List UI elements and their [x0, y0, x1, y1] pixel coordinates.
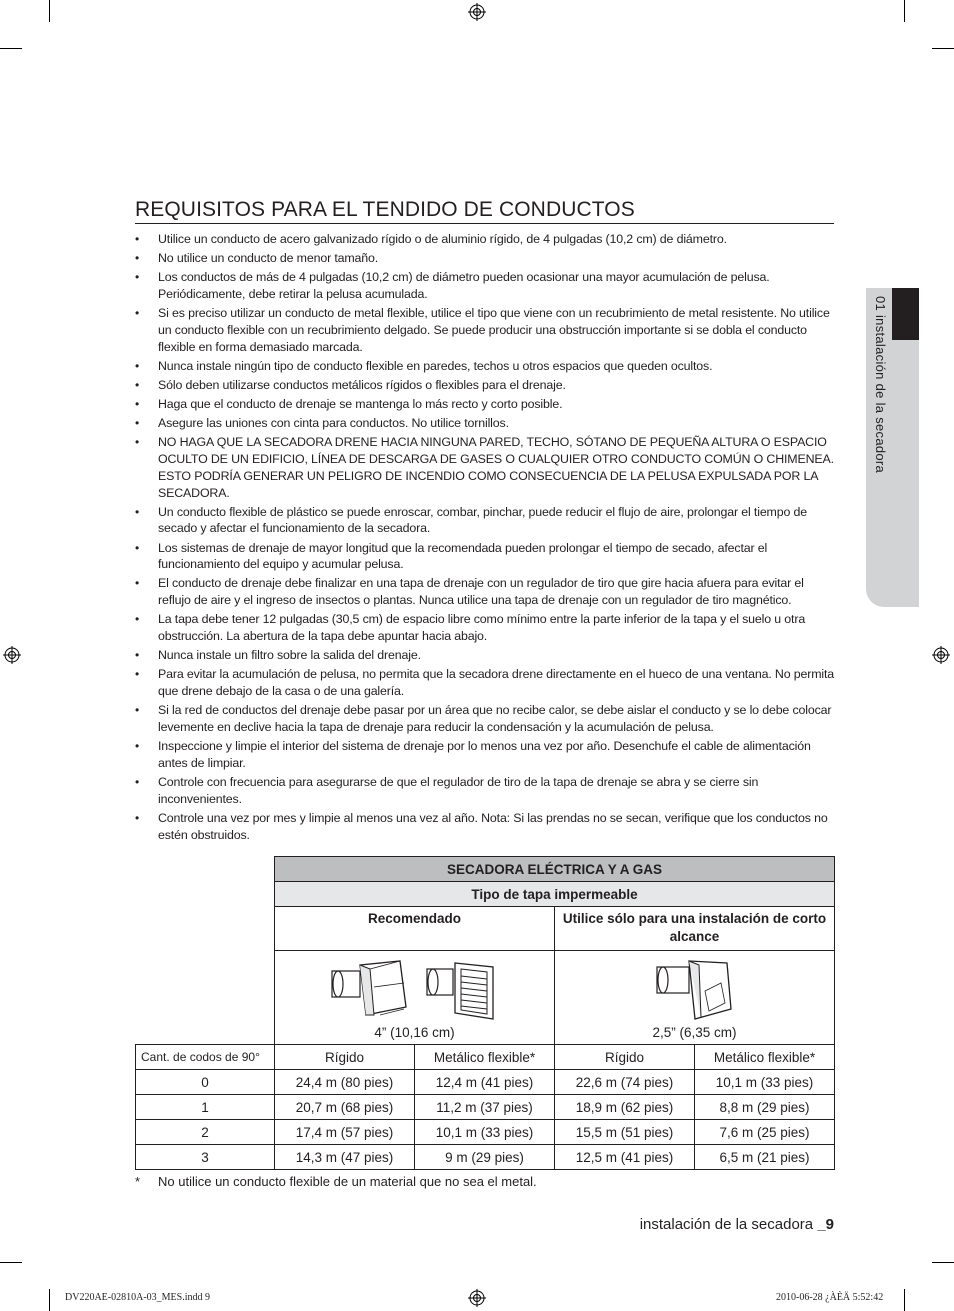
list-item: • Asegure las uniones con cinta para conductos. No utilice tornillos.	[135, 415, 835, 432]
list-item: • NO HAGA QUE LA SECADORA DRENE HACIA NINGUNA PARED, TECHO, SÓTANO DE PEQUEÑA ALTURA O ESPACIO OCULTO DE UN EDIFICIO, LÍNEA DE DESCARGA DE GASES O CUALQUIER OTRO CONDUCTO COMÚN O CHIMENEA. ESTO PODRÍA GENERAR UN PELIGRO DE INCENDIO COMO CONSECUENCIA DE LA PELUSA EXPULSADA POR LA SECADORA.	[135, 434, 835, 501]
subheader-flexible: Metálico flexible*	[695, 1045, 835, 1070]
table-row	[136, 1145, 835, 1170]
section-tab-marker	[892, 288, 919, 340]
table-header-short-run: Utilice sólo para una instalación de corto alcance	[555, 907, 835, 951]
footnote-text: No utilice un conducto flexible de un material que no sea el metal.	[158, 1174, 537, 1189]
list-item: • Un conducto flexible de plástico se puede enroscar, combar, pinchar, puede reducir el flujo de aire, prolongar el tiempo de secado y afectar el funcionamiento de la secadora.	[135, 504, 835, 538]
table-cell: 18,9 m (62 pies)	[555, 1095, 695, 1120]
crop-mark	[904, 1289, 905, 1311]
hood-illustration-cell	[275, 951, 555, 1045]
registration-mark-icon	[932, 646, 950, 664]
list-item: • Sólo deben utilizarse conductos metálicos rígidos o flexibles para el drenaje.	[135, 377, 835, 394]
table-cell: 11,2 m (37 pies)	[415, 1095, 555, 1120]
footnote-mark: *	[135, 1174, 141, 1189]
table-cell: 6,5 m (21 pies)	[695, 1145, 835, 1170]
page-number: _9	[817, 1216, 834, 1233]
louvered-hood-icon	[425, 957, 505, 1021]
crop-mark	[49, 1289, 50, 1311]
print-slug-file: DV220AE-02810A-03_MES.indd 9	[65, 1292, 210, 1303]
list-item: • Utilice un conducto de acero galvanizado rígido o de aluminio rígido, de 4 pulgadas (10,2 cm) de diámetro.	[135, 231, 835, 248]
print-slug-date: 2010-06-28 ¿ÀÈÄ 5:52:42	[776, 1292, 884, 1303]
table-row	[136, 1070, 835, 1095]
table-cell: 10,1 m (33 pies)	[695, 1070, 835, 1095]
crop-mark	[0, 48, 22, 49]
list-item: • Controle con frecuencia para asegurarse de que el regulador de tiro de la tapa de drenaje se abra y se cierre sin inconvenientes.	[135, 774, 835, 808]
table-cell: 3	[136, 1145, 275, 1170]
table-cell: 17,4 m (57 pies)	[275, 1120, 415, 1145]
crop-mark	[932, 48, 954, 49]
hood-size-recommended: 4” (10,16 cm)	[374, 1025, 455, 1040]
table-cell: 24,4 m (80 pies)	[275, 1070, 415, 1095]
elbow-count-header: Cant. de codos de 90°	[136, 1045, 275, 1070]
list-item: • Inspeccione y limpie el interior del sistema de drenaje por lo menos una vez por año. Desenchufe el cable de alimentación antes de limpiar.	[135, 738, 835, 772]
hood-illustration-cell	[555, 951, 835, 1045]
list-item: • No utilice un conducto de menor tamaño.	[135, 250, 835, 267]
registration-mark-icon	[468, 1289, 486, 1307]
list-item: • La tapa debe tener 12 pulgadas (30,5 cm) de espacio libre como mínimo entre la parte inferior de la tapa y el suelo u otra obstrucción. La abertura de la tapa debe apuntar hacia abajo.	[135, 611, 835, 645]
list-item: • Nunca instale un filtro sobre la salida del drenaje.	[135, 647, 835, 664]
list-item: • Haga que el conducto de drenaje se mantenga lo más recto y corto posible.	[135, 396, 835, 413]
table-blank-cell	[136, 907, 275, 951]
list-item: • Los conductos de más de 4 pulgadas (10,2 cm) de diámetro pueden ocasionar una mayor acumulación de pelusa. Periódicamente, debe retirar la pelusa acumulada.	[135, 269, 835, 303]
subheader-rigid: Rígido	[555, 1045, 695, 1070]
page-title: REQUISITOS PARA EL TENDIDO DE CONDUCTOS	[135, 198, 635, 221]
table-header-recommended: Recomendado	[275, 907, 555, 951]
list-item: • Controle una vez por mes y limpie al menos una vez al año. Nota: Si las prendas no se secan, verifique que los conductos no estén obstruidos.	[135, 810, 835, 844]
subheader-rigid: Rígido	[275, 1045, 415, 1070]
crop-mark	[932, 1262, 954, 1263]
table-row	[136, 1120, 835, 1145]
table-cell: 14,3 m (47 pies)	[275, 1145, 415, 1170]
duct-length-table	[135, 856, 835, 1170]
subheader-flexible: Metálico flexible*	[415, 1045, 555, 1070]
table-row	[136, 1095, 835, 1120]
list-item: • Para evitar la acumulación de pelusa, no permita que la secadora drene directamente en el hueco de una ventana. No permita que drene debajo de la casa o de una galería.	[135, 666, 835, 700]
table-cell: 9 m (29 pies)	[415, 1145, 555, 1170]
footer-section: instalación de la secadora	[639, 1216, 814, 1233]
table-footnote	[135, 1174, 537, 1189]
table-blank-cell	[136, 857, 275, 882]
table-header-dryer: SECADORA ELÉCTRICA Y A GAS	[275, 857, 835, 882]
list-item: • Si la red de conductos del drenaje debe pasar por un área que no recibe calor, se debe aislar el conducto y se lo debe colocar levemente en declive hacia la tapa de drenaje para reducir la condensación y la acumulación de pelusa.	[135, 702, 835, 736]
table-blank-cell	[136, 882, 275, 907]
list-item: • El conducto de drenaje debe finalizar en una tapa de drenaje con un regulador de tiro que gire hacia afuera para evitar el reflujo de aire y el ingreso de insectos o plantas. Nunca utilice una tapa de drenaje con un regulador de tiro magnético.	[135, 575, 835, 609]
box-hood-icon	[330, 957, 412, 1021]
list-item: • Si es preciso utilizar un conducto de metal flexible, utilice el tipo que viene con un recubrimiento de metal resistente. No utilice un conducto flexible con un recubrimiento delgado. Se puede producir una obstrucción importante si se dobla el conducto flexible en forma demasiado marcada.	[135, 305, 835, 355]
requirements-list	[135, 231, 835, 846]
table-cell: 7,6 m (25 pies)	[695, 1120, 835, 1145]
list-item: • Los sistemas de drenaje de mayor longitud que la recomendada pueden prolongar el tiempo de secado, afectar el funcionamiento del equipo y acumular pelusa.	[135, 540, 835, 574]
table-cell: 0	[136, 1070, 275, 1095]
section-tab-label: 01 instalación de la secadora	[873, 296, 888, 474]
table-cell: 22,6 m (74 pies)	[555, 1070, 695, 1095]
crop-mark	[904, 0, 905, 22]
registration-mark-icon	[3, 646, 21, 664]
table-cell: 12,5 m (41 pies)	[555, 1145, 695, 1170]
title-rule	[135, 223, 834, 224]
hood-size-short: 2,5” (6,35 cm)	[652, 1025, 737, 1040]
table-cell: 20,7 m (68 pies)	[275, 1095, 415, 1120]
table-cell: 8,8 m (29 pies)	[695, 1095, 835, 1120]
registration-mark-icon	[468, 3, 486, 21]
table-cell: 2	[136, 1120, 275, 1145]
table-cell: 15,5 m (51 pies)	[555, 1120, 695, 1145]
table-cell: 1	[136, 1095, 275, 1120]
table-blank-cell	[136, 951, 275, 1045]
table-cell: 12,4 m (41 pies)	[415, 1070, 555, 1095]
table-cell: 10,1 m (33 pies)	[415, 1120, 555, 1145]
page-footer	[640, 1216, 834, 1233]
list-item: • Nunca instale ningún tipo de conducto flexible en paredes, techos u otros espacios que queden ocultos.	[135, 358, 835, 375]
table-header-hood-type: Tipo de tapa impermeable	[275, 882, 835, 907]
crop-mark	[0, 1262, 22, 1263]
crop-mark	[49, 0, 50, 22]
angled-hood-icon	[655, 957, 739, 1021]
